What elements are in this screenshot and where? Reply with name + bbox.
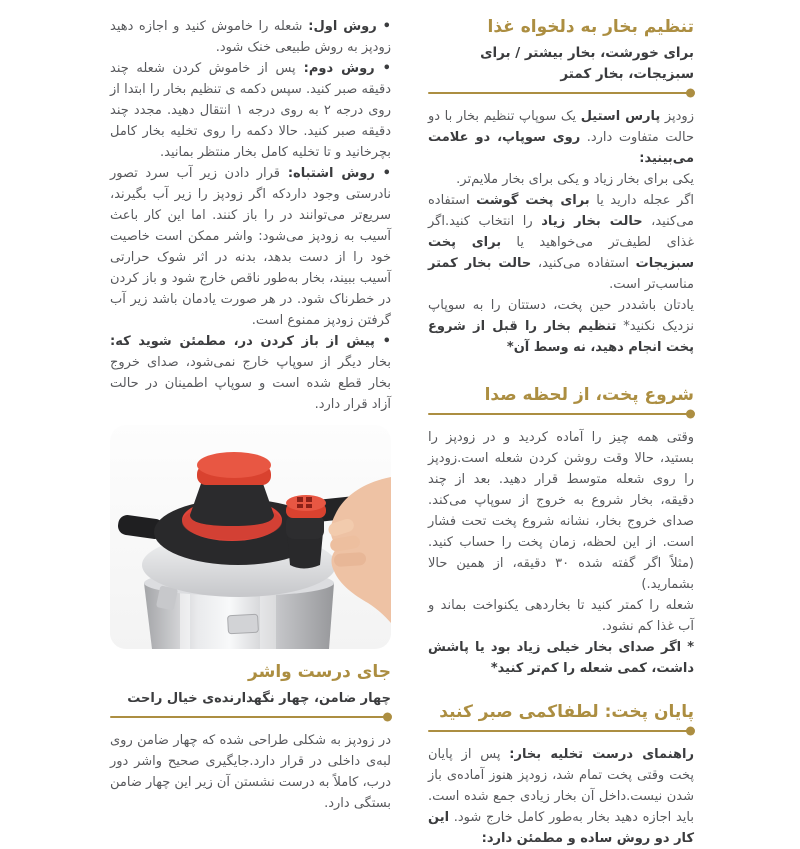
caption-subtitle: چهار ضامن، چهار نگهدارنده‌ی خیال راحت [127,691,391,706]
section-title: شروع پخت، از لحظه صدا [484,385,694,405]
paragraph: • روش دوم: پس از خاموش کردن شعله چند دقیقه صبر کنید. سپس دکمه ی تنظیم بخار را ابتدا از روی درجه ۲ به روی درجه ۱ انتقال دهید. مجدد چند دقیقه صبر کنید. حالا دکمه را روی تخلیه بخار کامل بچرخانید و تا تخلیه کامل بخار منتظر بمانید. [110,61,391,160]
section-subtitle: برای خورشت، بخار بیشتر / برای سبزیجات، بخار کمتر [480,45,694,82]
paragraph: شعله را کمتر کنید تا بخاردهی یکنواخت بماند و آب غذا کم نشود. [428,598,694,634]
column-right [428,16,694,849]
paragraph: * اگر صدای بخار خیلی زیاد بود یا پاشش داشت، کمی شعله را کم‌تر کنید* [428,640,694,676]
pressure-cooker-figure [110,425,391,814]
paragraph: وقتی همه چیز را آماده کردید و در زودپز را بستید، حالا وقت روشن کردن شعله است.زودپز را روی شعله متوسط قرار دهید. بعد از چند دقیقه، بخار شروع به خروج از سوپاپ می‌کند. صدای خروج بخار، نشانه شروع پخت تحت فشار است. از این لحظه، زمان پخت را حساب کنید. (مثلاً اگر گفته شده ۳۰ دقیقه، از همین حالا بشمارید.) [428,430,694,592]
section-title: تنظیم بخار به دلخواه غذا [487,17,694,37]
section-cooking-start [428,384,694,679]
section-cooking-end [428,701,694,849]
paragraph: • پیش از باز کردن در، مطمئن شوید که: بخار دیگر از سوپاپ خارج نمی‌شود، صدای خروج بخار قطع شده است و سوپاپ اطمینان در حالت آزاد قرار دارد. [110,334,391,412]
paragraph: یکی برای بخار زیاد و یکی برای بخار ملایم‌تر. [456,172,694,187]
pressure-cooker-photo [110,425,391,649]
safety-valve [286,495,326,569]
paragraph: یادتان باشددر حین پخت، دستتان را به سوپاپ نزدیک نکنید* تنظیم بخار را قبل از شروع پخت انجام دهید، نه وسط آن* [428,298,694,355]
caption-body [110,730,391,814]
column-left [110,16,391,849]
lid-clamp-tab [228,614,259,634]
section-steam-adjust [428,16,694,358]
gold-divider [428,413,694,415]
paragraph: اگر عجله دارید یا برای پخت گوشت استفاده می‌کنید، حالت بخار زیاد را انتخاب کنید.اگر غذای لطیف‌تر می‌خواهید یا برای پخت سبزیجات استفاده می‌کنید، حالت بخار کمتر مناسب‌تر است. [428,193,695,292]
section-title: پایان پخت: لطفاکمی صبر کنید [439,702,694,722]
gold-divider [110,716,391,718]
figure-caption [110,661,391,814]
section-body [428,427,694,679]
section-body [428,106,694,358]
paragraph: راهنمای درست تخلیه بخار: پس از پایان پخت وقتی پخت تمام شد، زودپز هنوز آماده‌ی باز شدن نیست.داخل آن بخار زیادی جمع شده است. باید اجازه دهید بخار به‌طور کامل خارج شود. این کار دو روش ساده و مطمئن دارد: [428,747,694,846]
paragraph: در زودپز به شکلی طراحی شده که چهار ضامن روی لبه‌ی داخلی در قرار دارد.جایگیری صحیح واشر دور درب، کاملاً به درست نشستن آن زیر این چهار ضامن بستگی دارد. [110,733,391,811]
gold-divider [428,92,694,94]
paragraph: زودپز پارس استیل یک سوپاپ تنظیم بخار با دو حالت متفاوت دارد. روی سوپاپ، دو علامت می‌بینید: [428,109,694,166]
release-methods-body [110,16,391,415]
paragraph: • روش اول: شعله را خاموش کنید و اجازه دهید زودپز به روش طبیعی خنک شود. [110,19,391,55]
paragraph: • روش اشتباه: قرار دادن زیر آب سرد تصور نادرستی وجود داردکه اگر زودپز را زیر آب بگیرند، سریع‌تر می‌توانند در را باز کنند. اما این کار باعث آسیب به زودپز می‌شود: واشر ممکن است خاصیت خود را از دست بدهد، بدنه در اثر شوک حرارتی آسیب ببیند، بخار به‌طور ناقص خارج شود و باز کردن در خطرناک شود. در هر صورت یادمان باشد زیر آب گرفتن زودپز ممنوع است. [110,166,391,328]
caption-title: جای درست واشر [248,662,391,682]
section-body [428,744,694,849]
gold-divider [428,730,694,732]
